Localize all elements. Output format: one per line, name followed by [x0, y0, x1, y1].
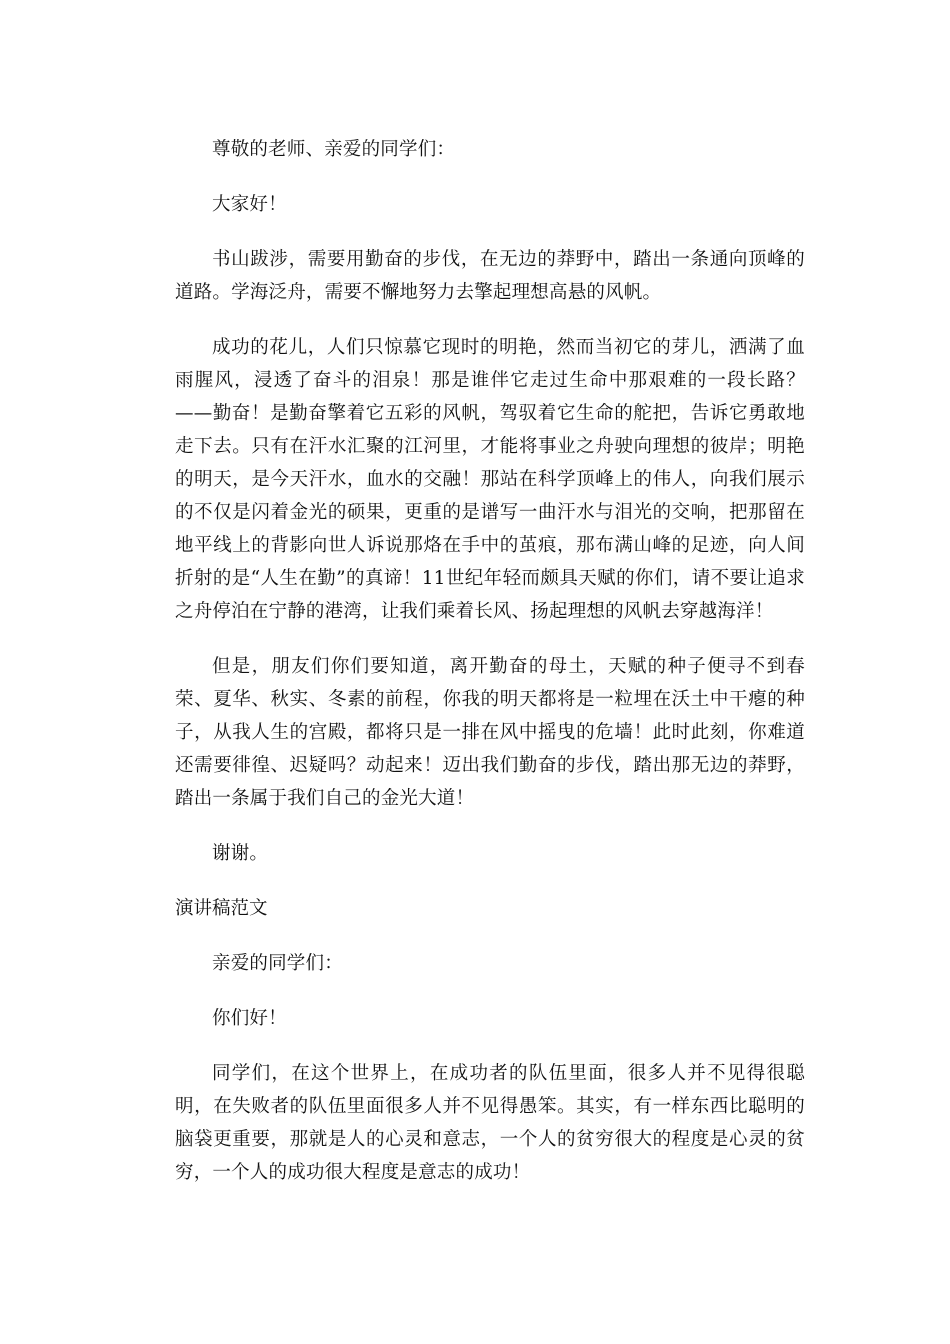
closing-thanks: 谢谢。 — [212, 843, 269, 864]
body-paragraph: 同学们，在这个世界上，在成功者的队伍里面，很多人并不见得很聪明，在失败者的队伍里面很多人并不见得愚笨。其实，有一样东西比聪明的脑袋更重要，那就是人的心灵和意志，一个人的贫穷很大的程度是心灵的贫穷，一个人的成功很大程度是意志的成功！ — [175, 1063, 805, 1183]
document-body — [175, 133, 805, 1211]
greeting: 大家好！ — [212, 194, 287, 215]
body-paragraph: 成功的花儿，人们只惊慕它现时的明艳，然而当初它的芽儿，洒满了血雨腥风，浸透了奋斗的泪泉！那是谁伴它走过生命中那艰难的一段长路？——勤奋！是勤奋擎着它五彩的风帆，驾驭着它生命的舵把，告诉它勇敢地走下去。只有在汗水汇聚的江河里，才能将事业之舟驶向理想的彼岸；明艳的明天，是今天汗水，血水的交融！那站在科学顶峰上的伟人，向我们展示的不仅是闪着金光的硕果，更重的是谱写一曲汗水与泪光的交响，把那留在地平线上的背影向世人诉说那烙在手中的茧痕，那布满山峰的足迹，向人间折射的是“人生在勤”的真谛！11世纪年轻而颇具天赋的你们，请不要让追求之舟停泊在宁静的港湾，让我们乘着长风、扬起理想的风帆去穿越海洋！ — [175, 337, 805, 622]
body-paragraph: 但是，朋友们你们要知道，离开勤奋的母土，天赋的种子便寻不到春荣、夏华、秋实、冬素的前程，你我的明天都将是一粒埋在沃土中干瘪的种子，从我人生的宫殿，都将只是一排在风中摇曳的危墙！此时此刻，你难道还需要徘徨、迟疑吗？动起来！迈出我们勤奋的步伐，踏出那无边的莽野，踏出一条属于我们自己的金光大道！ — [175, 656, 805, 809]
salutation: 尊敬的老师、亲爱的同学们： — [212, 139, 456, 160]
salutation: 亲爱的同学们： — [212, 953, 343, 974]
body-paragraph: 书山跋涉，需要用勤奋的步伐，在无边的莽野中，踏出一条通向顶峰的道路。学海泛舟，需要不懈地努力去擎起理想高悬的风帆。 — [175, 249, 805, 303]
section-title: 演讲稿范文 — [175, 898, 268, 919]
greeting: 你们好！ — [212, 1008, 287, 1029]
